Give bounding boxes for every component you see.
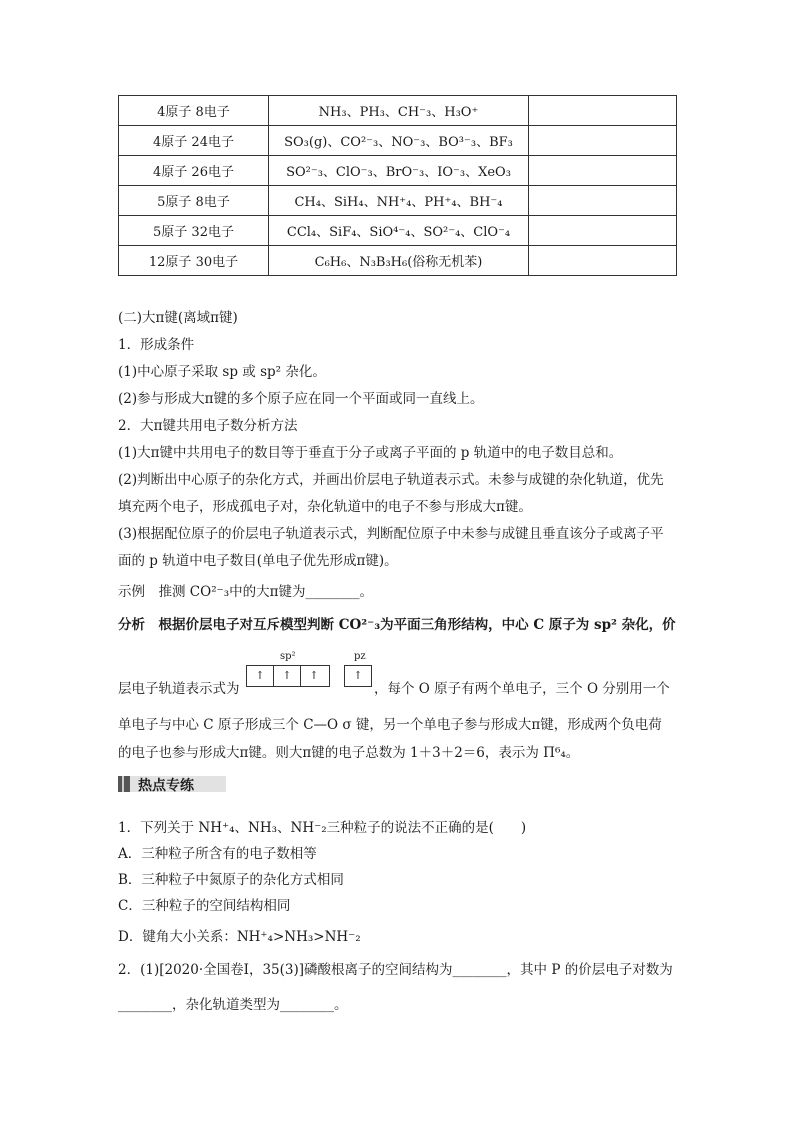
question-1-option-c: C．三种粒子的空间结构相同 <box>118 898 291 914</box>
table-cell-examples: SO²⁻₃、ClO⁻₃、BrO⁻₃、IO⁻₃、XeO₃ <box>269 156 529 186</box>
hot-practice-title: 热点专练 <box>138 778 194 794</box>
question-1-option-a: A．三种粒子所含有的电子数相等 <box>118 846 317 862</box>
condition-2: (2)参与形成大π键的多个原子应在同一个平面或同一直线上。 <box>118 391 484 407</box>
table-row <box>119 126 677 156</box>
table-cell-empty <box>529 186 677 216</box>
heading-formation-conditions: 1．形成条件 <box>118 337 195 353</box>
analysis-line-3: 单电子与中心 C 原子形成三个 C—O σ 键，另一个单电子参与形成大π键，形成两个负电荷 <box>118 717 662 733</box>
method-2-line-1: (2)判断出中心原子的杂化方式，并画出价层电子轨道表示式。未参与成键的杂化轨道，优先 <box>118 472 664 488</box>
section-title: (二)大π键(离域π键) <box>118 310 238 326</box>
example-question: 示例 推测 CO²⁻₃中的大π键为________。 <box>118 584 374 600</box>
table-cell-empty <box>529 126 677 156</box>
question-1-option-d: D．键角大小关系：NH⁺₄>NH₃>NH⁻₂ <box>118 929 361 945</box>
analysis-line-2-prefix: 层电子轨道表示式为 <box>118 681 240 697</box>
method-1: (1)大π键中共用电子的数目等于垂直于分子或离子平面的 p 轨道中的电子数目总和。 <box>118 445 623 461</box>
orbital-arrow-icon: ↑ <box>353 669 363 682</box>
analysis-line-1: 分析 根据价层电子对互斥模型判断 CO²⁻₃为平面三角形结构，中心 C 原子为 sp² 杂化，价 <box>118 617 676 633</box>
question-2-line-2: ________，杂化轨道类型为________。 <box>118 997 348 1013</box>
table-cell-empty <box>529 96 677 126</box>
table-cell-examples: SO₃(g)、CO²⁻₃、NO⁻₃、BO³⁻₃、BF₃ <box>269 126 529 156</box>
table-cell-type: 12原子 30电子 <box>119 246 269 276</box>
orbital-arrow-icon: ↑ <box>309 669 319 682</box>
question-1: 1．下列关于 NH⁺₄、NH₃、NH⁻₂三种粒子的说法不正确的是( ) <box>118 820 527 836</box>
question-1-option-b: B．三种粒子中氮原子的杂化方式相同 <box>118 872 344 888</box>
hot-practice-header <box>118 772 676 796</box>
table-row <box>119 96 677 126</box>
table-row <box>119 246 677 276</box>
table-cell-type: 4原子 8电子 <box>119 96 269 126</box>
orbital-arrow-icon: ↑ <box>247 666 274 686</box>
table-row <box>119 216 677 246</box>
table-cell-empty <box>529 156 677 186</box>
method-3-line-2: 面的 p 轨道中电子数目(单电子优先形成π键)。 <box>118 553 398 569</box>
table-cell-type: 4原子 26电子 <box>119 156 269 186</box>
table-row <box>119 156 677 186</box>
header-mark-stripe <box>122 776 124 792</box>
question-2-line-1: 2．(1)[2020·全国卷Ⅰ，35(3)]磷酸根离子的空间结构为________，其中 P 的价层电子对数为 <box>118 962 673 978</box>
method-3-line-1: (3)根据配位原子的价层电子轨道表示式，判断配位原子中未参与成键且垂直该分子或离子平 <box>118 526 664 542</box>
table-cell-type: 5原子 8电子 <box>119 186 269 216</box>
table-cell-empty <box>529 246 677 276</box>
table-cell-examples: C₆H₆、N₃B₃H₆(俗称无机苯) <box>269 246 529 276</box>
table-cell-examples: CCl₄、SiF₄、SiO⁴⁻₄、SO²⁻₄、ClO⁻₄ <box>269 216 529 246</box>
pz-label: pz <box>354 651 366 662</box>
condition-1: (1)中心原子采取 sp 或 sp² 杂化。 <box>118 364 326 380</box>
table-cell-empty <box>529 216 677 246</box>
pz-orbital-box <box>344 665 372 687</box>
table-cell-type: 4原子 24电子 <box>119 126 269 156</box>
table-cell-examples: NH₃、PH₃、CH⁻₃、H₃O⁺ <box>269 96 529 126</box>
header-mark-icon <box>118 776 130 792</box>
table-cell-examples: CH₄、SiH₄、NH⁺₄、PH⁺₄、BH⁻₄ <box>269 186 529 216</box>
heading-analysis-method: 2．大π键共用电子数分析方法 <box>118 418 298 434</box>
analysis-line-2-suffix: ，每个 O 原子有两个单电子，三个 O 分别用一个 <box>374 681 670 697</box>
method-2-line-2: 填充两个电子，形成孤电子对，杂化轨道中的电子不参与形成大π键。 <box>118 499 532 515</box>
orbital-arrow-icon: ↑ <box>274 666 301 686</box>
sp2-label: sp² <box>280 651 296 662</box>
isoelectronic-table <box>118 95 677 276</box>
analysis-line-4: 的电子也参与形成大π键。则大π键的电子总数为 1＋3＋2＝6，表示为 Π⁶₄。 <box>118 745 580 761</box>
table-row <box>119 186 677 216</box>
table-cell-type: 5原子 32电子 <box>119 216 269 246</box>
sp2-orbital-boxes <box>246 665 330 687</box>
